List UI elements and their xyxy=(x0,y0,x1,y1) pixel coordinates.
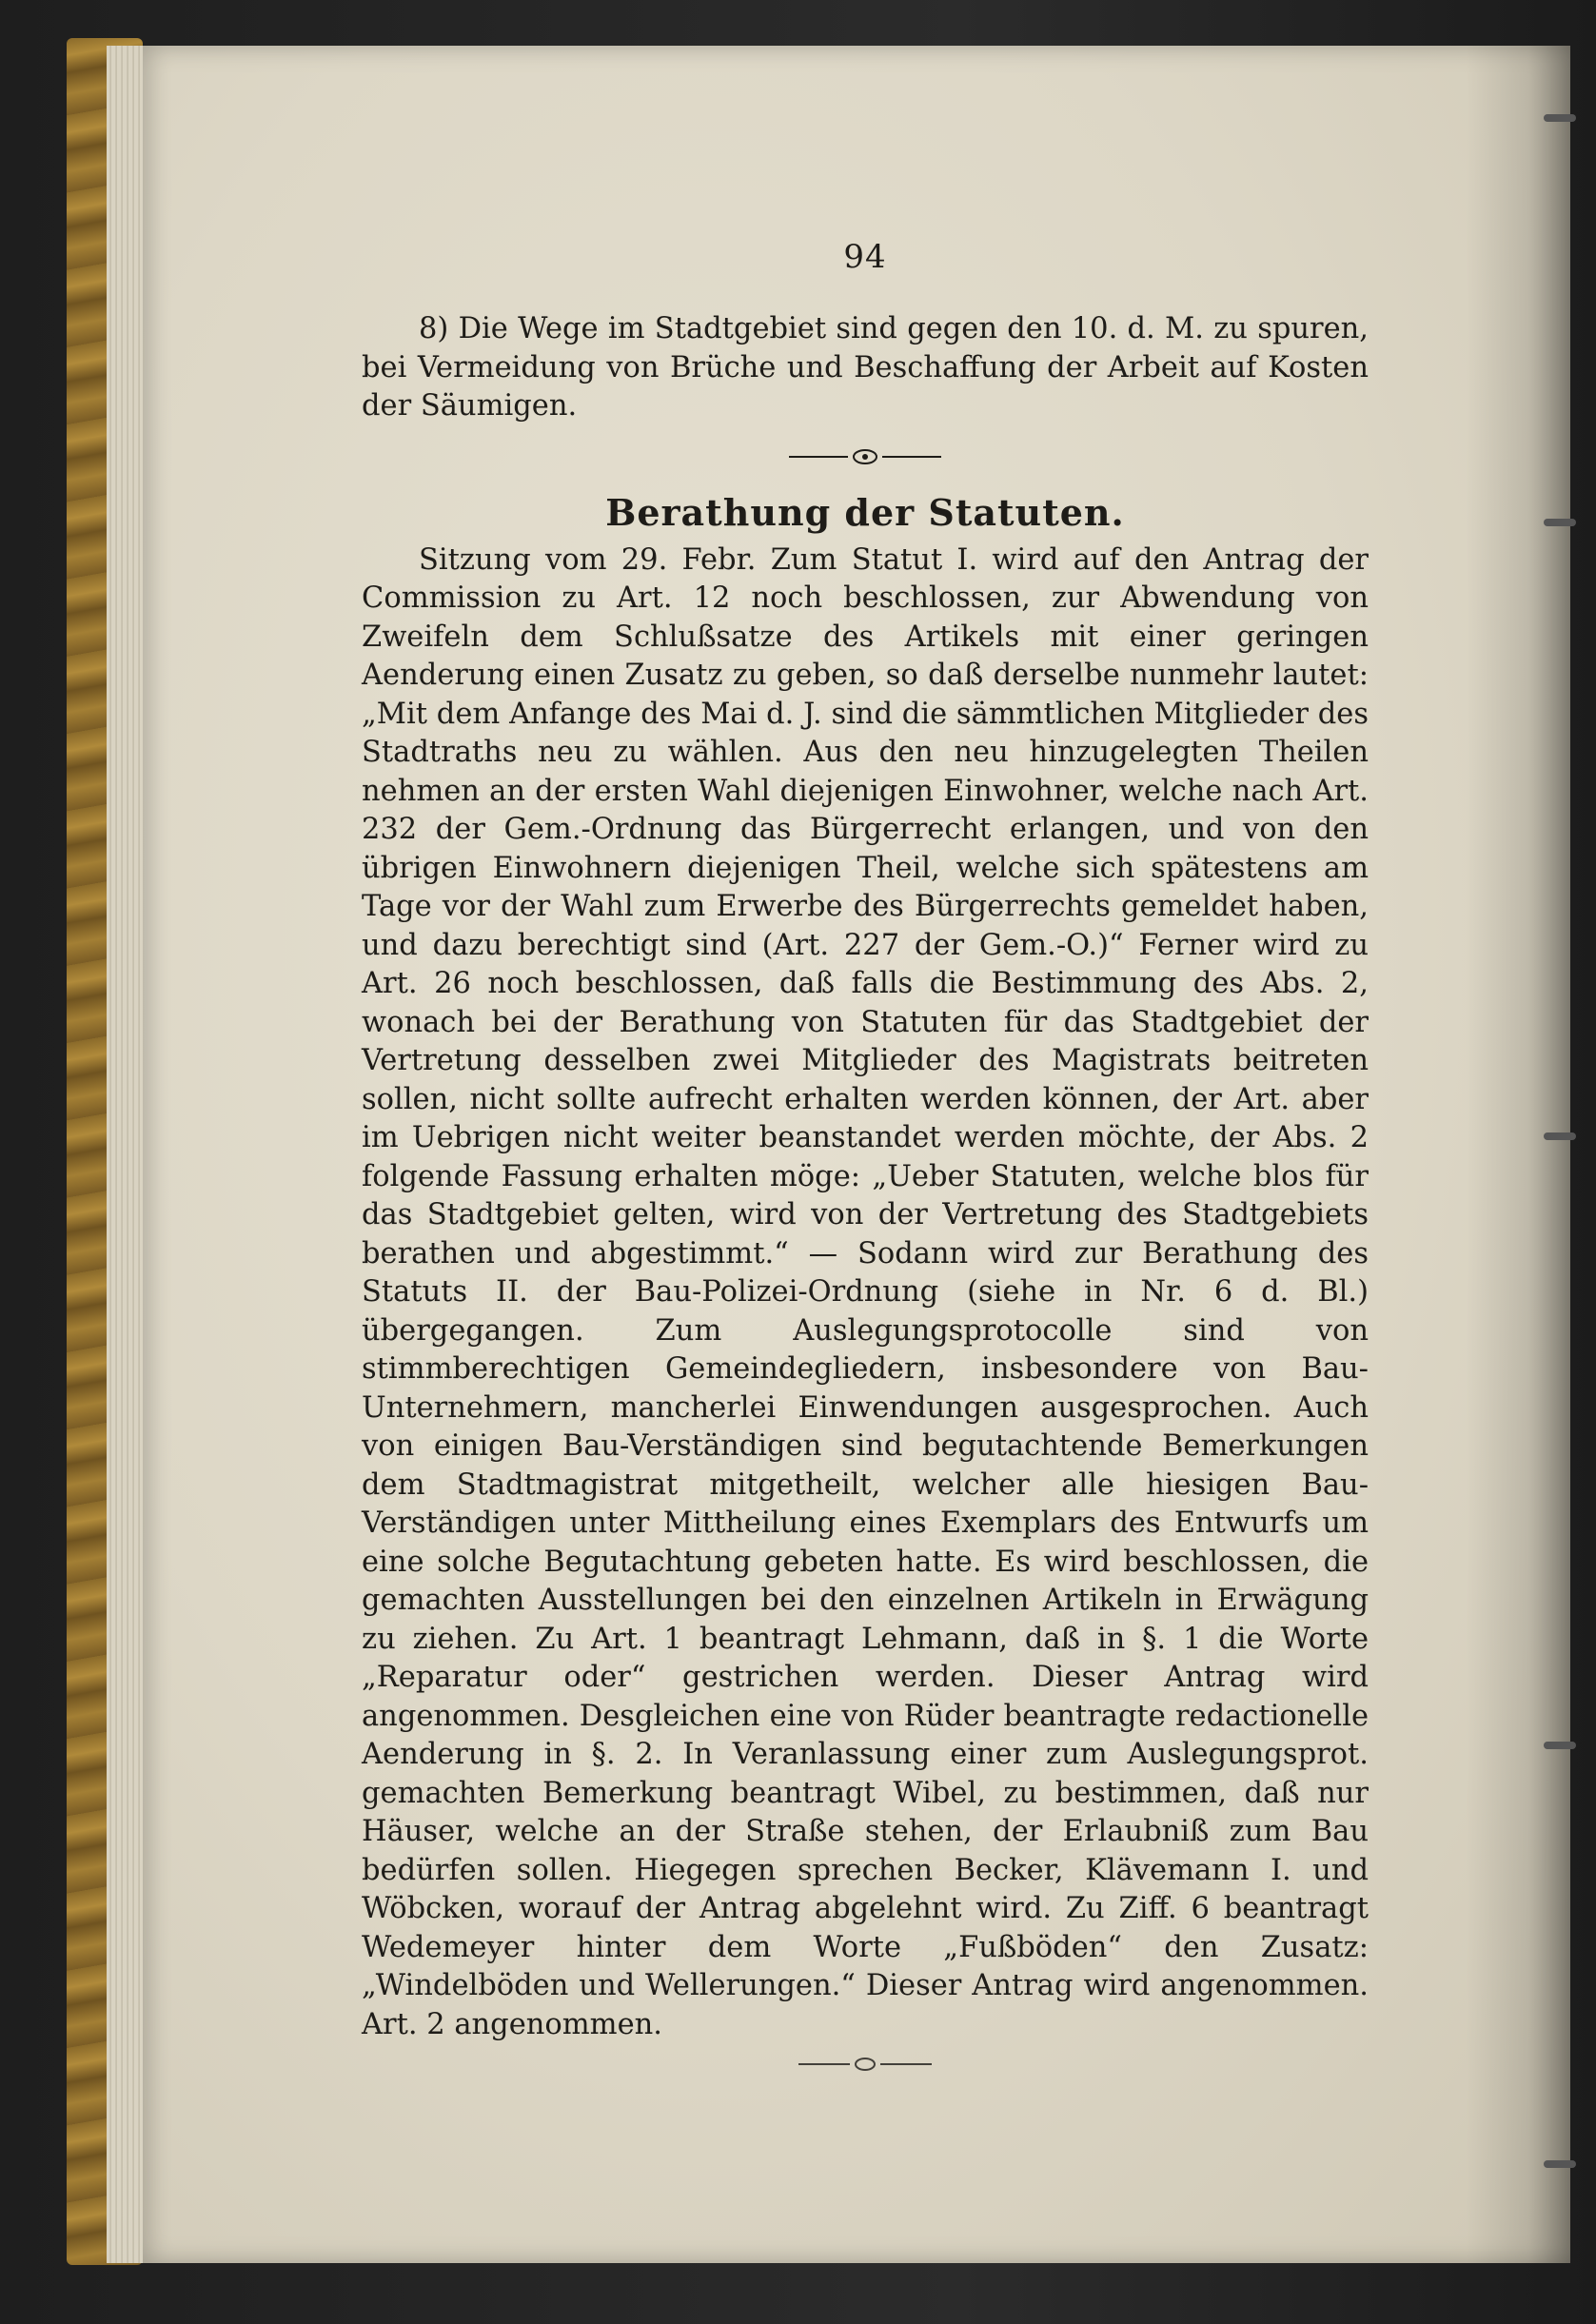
paragraph-8: 8) Die Wege im Stadtgebiet sind gegen den 10. d. M. zu spuren, bei Vermeidung von Brüche und Beschaffung der Arbeit auf Kosten der Säumigen. xyxy=(362,312,1369,423)
page-content xyxy=(362,238,1369,2073)
binding-thread xyxy=(1544,519,1576,526)
body-text: Sitzung vom 29. Febr. Zum Statut I. wird auf den Antrag der Commission zu Art. 12 noch beschlossen, zur Abwendung von Zweifeln dem Schlußsatze des Artikels mit einer geringen Aenderung einen Zusatz zu geben, so daß derselbe nunmehr lautet: „Mit dem Anfange des Mai d. J. sind die sämmtlichen Mitglieder des Stadtraths neu zu wählen. Aus den neu hinzugelegten Theilen nehmen an der ersten Wahl diejenigen Einwohner, welche nach Art. 232 der Gem.-Ordnung das Bürgerrecht erlangen, und von den übrigen Einwohnern diejenigen Theil, welche sich spätestens am Tage vor der Wahl zum Erwerbe des Bürgerrechts gemeldet haben, und dazu berechtigt sind (Art. 227 der Gem.-O.)“ Ferner wird zu Art. 26 noch beschlossen, daß falls die Bestimmung des Abs. 2, wonach bei der Berathung von Statuten für das Stadtgebiet der Vertretung desselben zwei Mitglieder des Magistrats beitreten sollen, nicht sollte aufrecht erhalten werden können, der Art. aber im Uebrigen nicht weiter beanstandet werden möchte, der Abs. 2 folgende Fassung erhalten möge: „Ueber Statuten, welche blos für das Stadtgebiet gelten, wird von der Vertretung des Stadtgebiets berathen und abgestimmt.“ — Sodann wird zur Berathung des Statuts II. der Bau-Polizei-Ordnung (siehe in Nr. 6 d. Bl.) übergegangen. Zum Auslegungsprotocolle sind von stimmberechtigen Gemeindegliedern, insbesondere von Bau-Unternehmern, mancherlei Einwendungen ausgesprochen. Auch von einigen Bau-Verständigen sind begutachtende Bemerkungen dem Stadtmagistrat mitgetheilt, welcher alle hiesigen Bau-Verständigen unter Mittheilung eines Exemplars des Entwurfs um eine solche Begutachtung gebeten hatte. Es wird beschlossen, die gemachten Ausstellungen bei den einzelnen Artikeln in Erwägung zu ziehen. Zu Art. 1 beantragt Lehmann, daß in §. 1 die Worte „Reparatur oder“ gestrichen werden. Dieser Antrag wird angenommen. Desgleichen eine von Rüder beantragte redactionelle Aenderung in §. 2. In Veranlassung einer zum Auslegungsprot. gemachten Bemerkung beantragt Wibel, zu bestimmen, daß nur Häuser, welche an der Straße stehen, der Erlaubniß zum Bau bedürfen sollen. Hiegegen sprechen Becker, Klävemann I. und Wöbcken, worauf der Antrag abgelehnt wird. Zu Ziff. 6 beantragt Wedemeyer hinter dem Worte „Fußböden“ den Zusatz: „Windelböden und Wellerungen.“ Dieser Antrag wird angenommen. Art. 2 angenommen. xyxy=(362,542,1369,2041)
gutter-shadow xyxy=(1466,46,1570,2263)
binding-thread xyxy=(1544,114,1576,122)
ornament-divider-icon xyxy=(798,2056,932,2073)
page-number: 94 xyxy=(843,238,887,276)
binding-thread xyxy=(1544,1742,1576,1749)
binding-thread xyxy=(1544,2160,1576,2168)
ornament-divider-icon xyxy=(789,447,941,466)
section-heading: Berathung der Statuten. xyxy=(605,490,1125,534)
binding-thread xyxy=(1544,1132,1576,1140)
